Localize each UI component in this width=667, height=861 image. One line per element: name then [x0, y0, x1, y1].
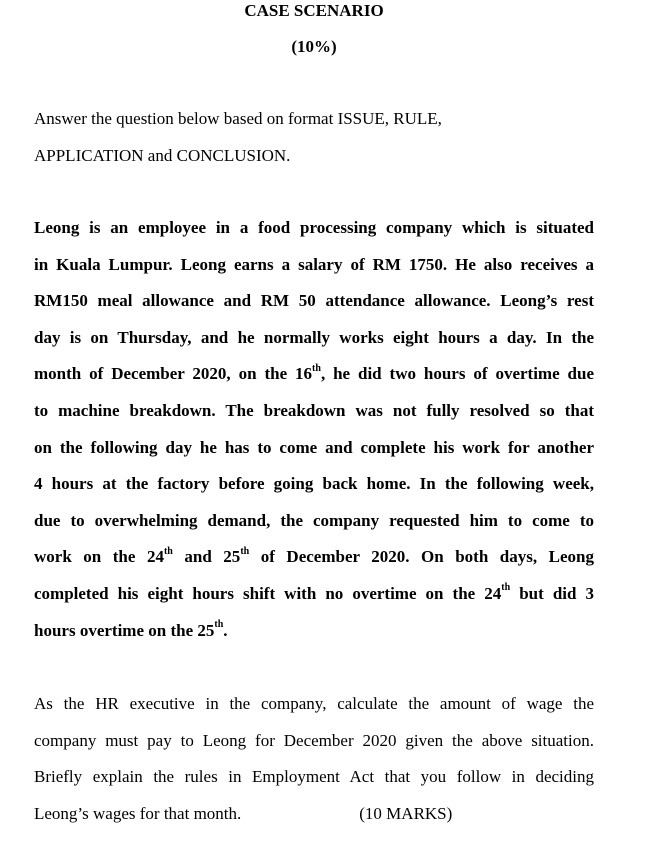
scenario-text: , he did two hours of overtime due: [320, 364, 594, 384]
scenario-line: RM150 meal allowance and RM 50 attendance allowance. Leong’s rest: [34, 291, 594, 311]
scenario-line: due to overwhelming demand, the company requested him to come to: [34, 510, 594, 530]
section-weight: (10%): [291, 37, 337, 56]
question-line: company must pay to Leong for December 2020 given the above situation.: [34, 730, 594, 750]
scenario-line: [34, 539, 594, 576]
scenario-line: on the following day he has to come and complete his work for another: [34, 437, 594, 457]
question-line: [34, 796, 594, 833]
question-marks: (10 MARKS): [359, 803, 453, 823]
scenario-line: in Kuala Lumpur. Leong earns a salary of RM 1750. He also receives a: [34, 254, 594, 274]
ordinal-suffix: th: [240, 545, 250, 557]
ordinal-suffix: th: [163, 545, 173, 557]
scenario-line: [34, 576, 594, 613]
scenario-line: [34, 356, 594, 393]
instructions-line: APPLICATION and CONCLUSION.: [34, 145, 291, 165]
scenario-line: [34, 613, 594, 650]
scenario-text: hours overtime on the 25: [34, 620, 215, 640]
scenario-text: completed his eight hours shift with no overtime on the 24: [34, 583, 502, 603]
scenario-line: day is on Thursday, and he normally works eight hours a day. In the: [34, 327, 594, 347]
question-text: Leong’s wages for that month.: [34, 803, 242, 823]
question-paragraph: [34, 686, 594, 832]
scenario-line: Leong is an employee in a food processing company which is situated: [34, 218, 594, 237]
page-title: CASE SCENARIO: [244, 1, 384, 20]
instructions-line: Answer the question below based on format ISSUE, RULE,: [34, 109, 442, 128]
ordinal-suffix: th: [214, 618, 224, 630]
scenario-line: to machine breakdown. The breakdown was not fully resolved so that: [34, 400, 594, 420]
ordinal-suffix: th: [501, 582, 511, 594]
scenario-text: and 25: [172, 547, 241, 567]
scenario-text: but did 3: [510, 583, 595, 603]
scenario-text: month of December 2020, on the 16: [34, 364, 313, 384]
ordinal-suffix: th: [312, 362, 321, 374]
question-line: Briefly explain the rules in Employment Act that you follow in deciding: [34, 767, 594, 787]
question-line: As the HR executive in the company, calculate the amount of wage the: [34, 694, 594, 713]
case-scenario-paragraph: [34, 210, 594, 649]
scenario-text: .: [223, 620, 228, 640]
scenario-text: work on the 24: [34, 547, 164, 567]
instructions-paragraph: [34, 101, 594, 174]
scenario-text: of December 2020. On both days, Leong: [249, 547, 594, 567]
scenario-line: 4 hours at the factory before going back home. In the following week,: [34, 474, 594, 494]
